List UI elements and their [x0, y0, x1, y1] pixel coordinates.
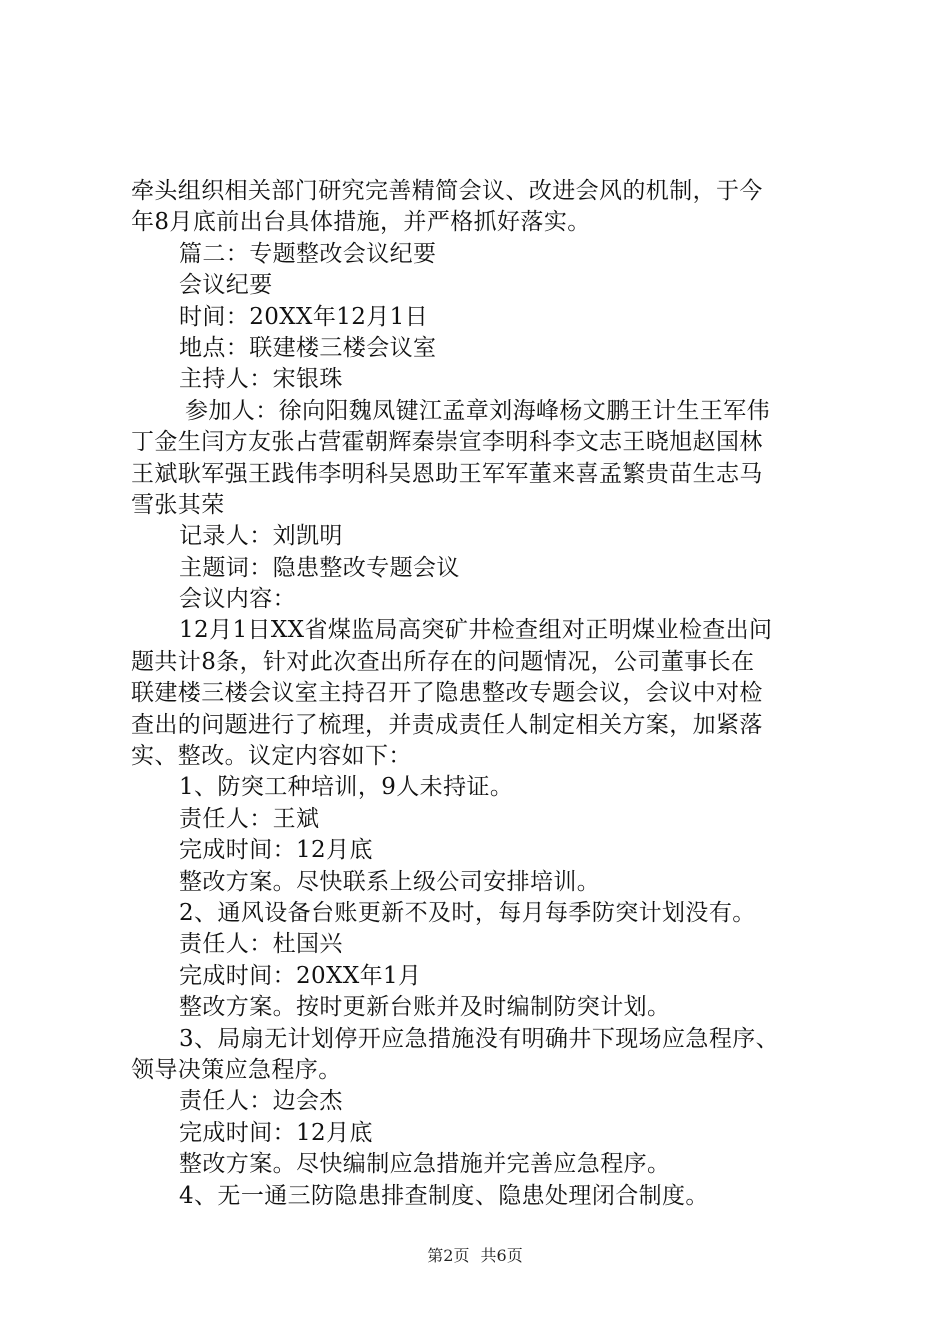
text-line: 地点：联建楼三楼会议室: [179, 334, 437, 361]
text-line: 篇二：专题整改会议纪要: [179, 240, 437, 267]
page-number: 第2页: [427, 1246, 470, 1265]
text-line: 王斌耿军强王践伟李明科吴恩助王军军董来喜孟繁贵苗生志马: [131, 460, 763, 487]
text-line: 会议内容：: [179, 586, 296, 613]
text-line: 雪张其荣: [131, 491, 225, 518]
text-line: 联建楼三楼会议室主持召开了隐患整改专题会议，会议中对检: [131, 680, 763, 707]
text-line: 丁金生闫方友张占营霍朝辉秦崇宣李明科李文志王晓旭赵国林: [131, 429, 763, 456]
text-line: 责任人：杜国兴: [179, 931, 343, 958]
text-line: 完成时间：20XX年1月: [179, 962, 422, 989]
text-line: 时间：20XX年12月1日: [179, 303, 429, 330]
text-line: 主持人：宋银珠: [179, 366, 343, 393]
text-line: 主题词：隐患整改专题会议: [179, 554, 460, 581]
document-body: [131, 176, 831, 1212]
text-line: 整改方案。按时更新台账并及时编制防突计划。: [179, 994, 671, 1021]
text-line: 题共计8条，针对此次查出所存在的问题情况，公司董事长在: [131, 648, 755, 675]
text-line: 12月1日XX省煤监局高突矿井检查组对正明煤业检查出问: [179, 617, 773, 644]
text-line: 3、局扇无计划停开应急措施没有明确井下现场应急程序、: [179, 1025, 780, 1052]
text-line: 整改方案。尽快联系上级公司安排培训。: [179, 868, 601, 895]
text-line: 整改方案。尽快编制应急措施并完善应急程序。: [179, 1151, 671, 1178]
text-line: 会议纪要: [179, 272, 273, 299]
text-line: 年8月底前出台具体措施，并严格抓好落实。: [131, 209, 591, 236]
page-footer: [0, 1243, 950, 1266]
text-line: 实、整改。议定内容如下：: [131, 743, 412, 770]
text-line: 记录人：刘凯明: [179, 523, 343, 550]
text-line: 责任人：边会杰: [179, 1088, 343, 1115]
page-total: 共6页: [480, 1246, 523, 1265]
text-line: 责任人：王斌: [179, 805, 320, 832]
text-line: 参加人：徐向阳魏凤键江孟章刘海峰杨文鹏王计生王军伟: [185, 397, 770, 424]
text-line: 牵头组织相关部门研究完善精简会议、改进会风的机制，于今: [131, 178, 763, 204]
text-line: 领导决策应急程序。: [131, 1056, 342, 1083]
text-line: 完成时间：12月底: [179, 1119, 373, 1146]
text-line: 完成时间：12月底: [179, 837, 373, 864]
text-line: 查出的问题进行了梳理，并责成责任人制定相关方案，加紧落: [131, 711, 763, 738]
text-line: 4、无一通三防隐患排查制度、隐患处理闭合制度。: [179, 1182, 709, 1209]
text-line: 2、通风设备台账更新不及时，每月每季防突计划没有。: [179, 899, 756, 926]
text-line: 1、防突工种培训，9人未持证。: [179, 774, 514, 801]
